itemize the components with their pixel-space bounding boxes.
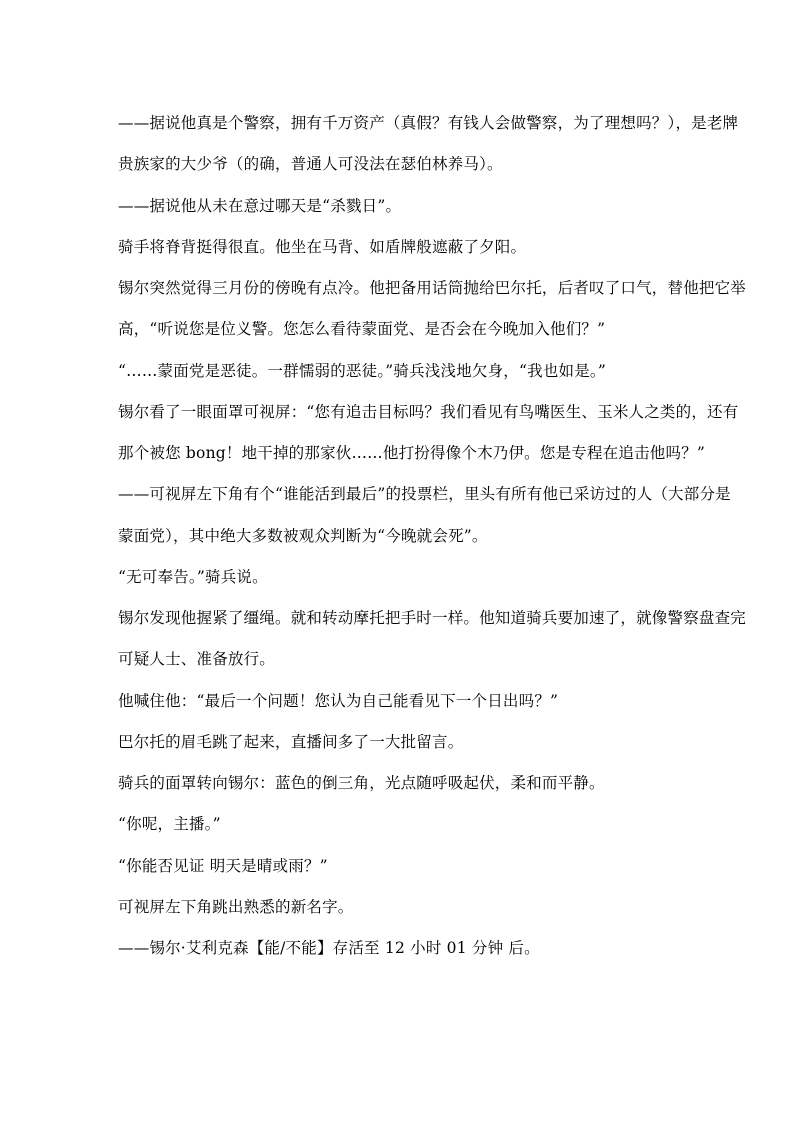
paragraph: [118, 681, 682, 722]
paragraph-line: 贵族家的大少爷（的确，普通人可没法在瑟伯林养马）。: [118, 155, 503, 174]
paragraph-line: 锡尔看了一眼面罩可视屏：“您有追击目标吗？我们看见有鸟嘴医生、玉米人之类的，还有: [118, 402, 739, 421]
paragraph-line: 可视屏左下角跳出熟悉的新名字。: [118, 897, 354, 916]
paragraph-line: 那个被您 bong！地干掉的那家伙……他打扮得像个木乃伊。您是专程在追击他吗？”: [118, 444, 706, 462]
paragraph: [118, 474, 731, 557]
paragraph-line: 他喊住他：“最后一个问题！您认为自己能看见下一个日出吗？”: [118, 691, 559, 710]
paragraph: [118, 887, 682, 928]
paragraph-line: 锡尔突然觉得三月份的傍晚有点冷。他把备用话筒抛给巴尔托，后者叹了口气，替他把它举: [118, 279, 747, 297]
paragraph-line: 锡尔发现他握紧了缰绳。就和转动摩托把手时一样。他知道骑兵要加速了，就像警察盘查完: [118, 609, 747, 627]
paragraph-line: 高，“听说您是位义警。您怎么看待蒙面党、是否会在今晚加入他们？”: [118, 320, 606, 339]
paragraph: [118, 763, 682, 804]
paragraph-line: “……蒙面党是恶徒。一群懦弱的恶徒。”骑兵浅浅地欠身，“我也如是。”: [118, 361, 606, 380]
paragraph: [118, 103, 739, 186]
paragraph-line: 蒙面党），其中绝大多数被观众判断为“今晚就会死”。: [118, 526, 488, 545]
paragraph-line: “无可奉告。”骑兵说。: [118, 567, 268, 586]
paragraph: [118, 846, 682, 887]
paragraph: [118, 351, 682, 392]
paragraph: [118, 557, 682, 598]
paragraph: [118, 186, 682, 227]
paragraph-line: ——可视屏左下角有个“谁能活到最后”的投票栏，里头有所有他已采访过的人（大部分是: [118, 485, 731, 504]
paragraph: [118, 598, 747, 681]
paragraph-line: “你呢，主播。”: [118, 815, 221, 834]
paragraph: [118, 722, 682, 763]
paragraph-line: 可疑人士、准备放行。: [118, 650, 276, 669]
paragraph-line: “你能否见证 明天是晴或雨？”: [118, 856, 328, 875]
paragraph: [118, 928, 682, 969]
paragraph-line: ——锡尔·艾利克森【能/不能】存活至 12 小时 01 分钟 后。: [118, 939, 540, 957]
paragraph-line: 骑手将脊背挺得很直。他坐在马背、如盾牌般遮蔽了夕阳。: [118, 237, 527, 256]
paragraph: [118, 268, 747, 351]
document-body: [118, 103, 747, 969]
paragraph: [118, 227, 682, 268]
paragraph-line: ——据说他真是个警察，拥有千万资产（真假？有钱人会做警察，为了理想吗？），是老牌: [118, 114, 739, 132]
paragraph-line: ——据说他从未在意过哪天是“杀戮日”。: [118, 196, 402, 215]
paragraph: [118, 804, 682, 845]
paragraph: [118, 392, 739, 475]
paragraph-line: 骑兵的面罩转向锡尔：蓝色的倒三角，光点随呼吸起伏，柔和而平静。: [118, 774, 605, 792]
paragraph-line: 巴尔托的眉毛跳了起来，直播间多了一大批留言。: [118, 732, 464, 751]
